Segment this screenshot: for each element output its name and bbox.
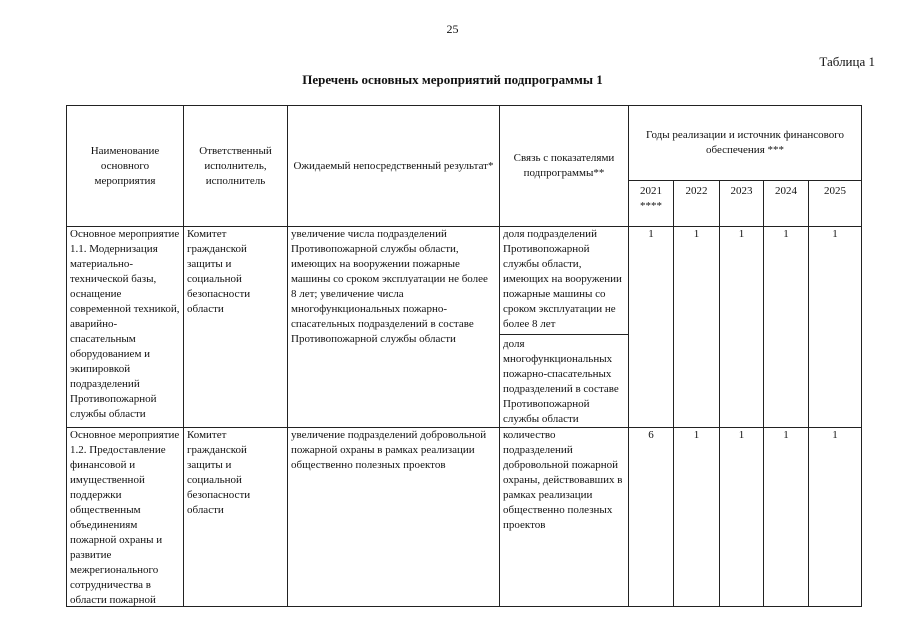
document-title: Перечень основных мероприятий подпрограммы 1 [302, 72, 603, 87]
row-1-value-2025: 1 [809, 227, 862, 428]
row-2-value-2025: 1 [809, 428, 862, 607]
row-2-name-cell [67, 428, 184, 607]
row-1-indicator-2: доля многофункциональных пожарно-спасательных подразделений в составе Противопожарной службы области [503, 338, 619, 425]
row-2-executor: Комитет гражданской защиты и социальной безопасности области [184, 428, 288, 607]
row-1-value-2022: 1 [674, 227, 720, 428]
header-name: Наименование основного мероприятия [67, 106, 184, 227]
row-1-result: увеличение числа подразделений Противопожарной службы области, имеющих на вооружении пожарные машины со сроком эксплуатации не более 8 лет; увеличение числа многофункциональных пожарно-спасательных подразделений в составе Противопожарной службы области [288, 227, 500, 428]
row-1-value-2021: 1 [629, 227, 674, 428]
header-result: Ожидаемый непосредственный результат* [288, 106, 500, 227]
header-year-2023: 2023 [720, 181, 764, 227]
row-2-value-2022: 1 [674, 428, 720, 607]
row-1-value-2023: 1 [720, 227, 764, 428]
header-year-2021: 2021 **** [629, 181, 674, 227]
table-label: Таблица 1 [819, 54, 875, 69]
row-1-executor: Комитет гражданской защиты и социальной безопасности области [184, 227, 288, 428]
row-2-value-2021: 6 [629, 428, 674, 607]
table-row [67, 227, 862, 428]
row-1-indicators [500, 227, 629, 428]
row-2-value-2023: 1 [720, 428, 764, 607]
row-2-value-2024: 1 [764, 428, 809, 607]
header-executor: Ответственный исполнитель, исполнитель [184, 106, 288, 227]
header-year-2025: 2025 [809, 181, 862, 227]
header-year-2022: 2022 [674, 181, 720, 227]
activities-table [66, 105, 862, 607]
header-link: Связь с показателями подпрограммы** [500, 106, 629, 227]
row-1-indicator-1: доля подразделений Противопожарной службы области, имеющих на вооружении пожарные машины со сроком эксплуатации не более 8 лет [500, 227, 628, 335]
row-2-name: Основное мероприятие 1.2. Предоставление финансовой и имущественной поддержки общественным объединениям пожарной охраны и развитие межрегионального сотрудничества в области пожарной [70, 429, 180, 606]
row-2-result: увеличение подразделений добровольной пожарной охраны в рамках реализации общественно полезных проектов [288, 428, 500, 607]
row-1-name: Основное мероприятие 1.1. Модернизация материально-технической базы, оснащение современной техникой, аварийно-спасательным оборудованием и экипировкой подразделений Противопожарной службы области [67, 227, 184, 428]
header-years-title: Годы реализации и источник финансового обеспечения *** [629, 106, 862, 181]
header-year-2024: 2024 [764, 181, 809, 227]
row-2-indicator-1: количество подразделений добровольной пожарной охраны, действовавших в рамках реализации общественно полезных проектов [500, 428, 629, 607]
page-number: 25 [446, 22, 459, 36]
table-row [67, 428, 862, 607]
row-1-value-2024: 1 [764, 227, 809, 428]
